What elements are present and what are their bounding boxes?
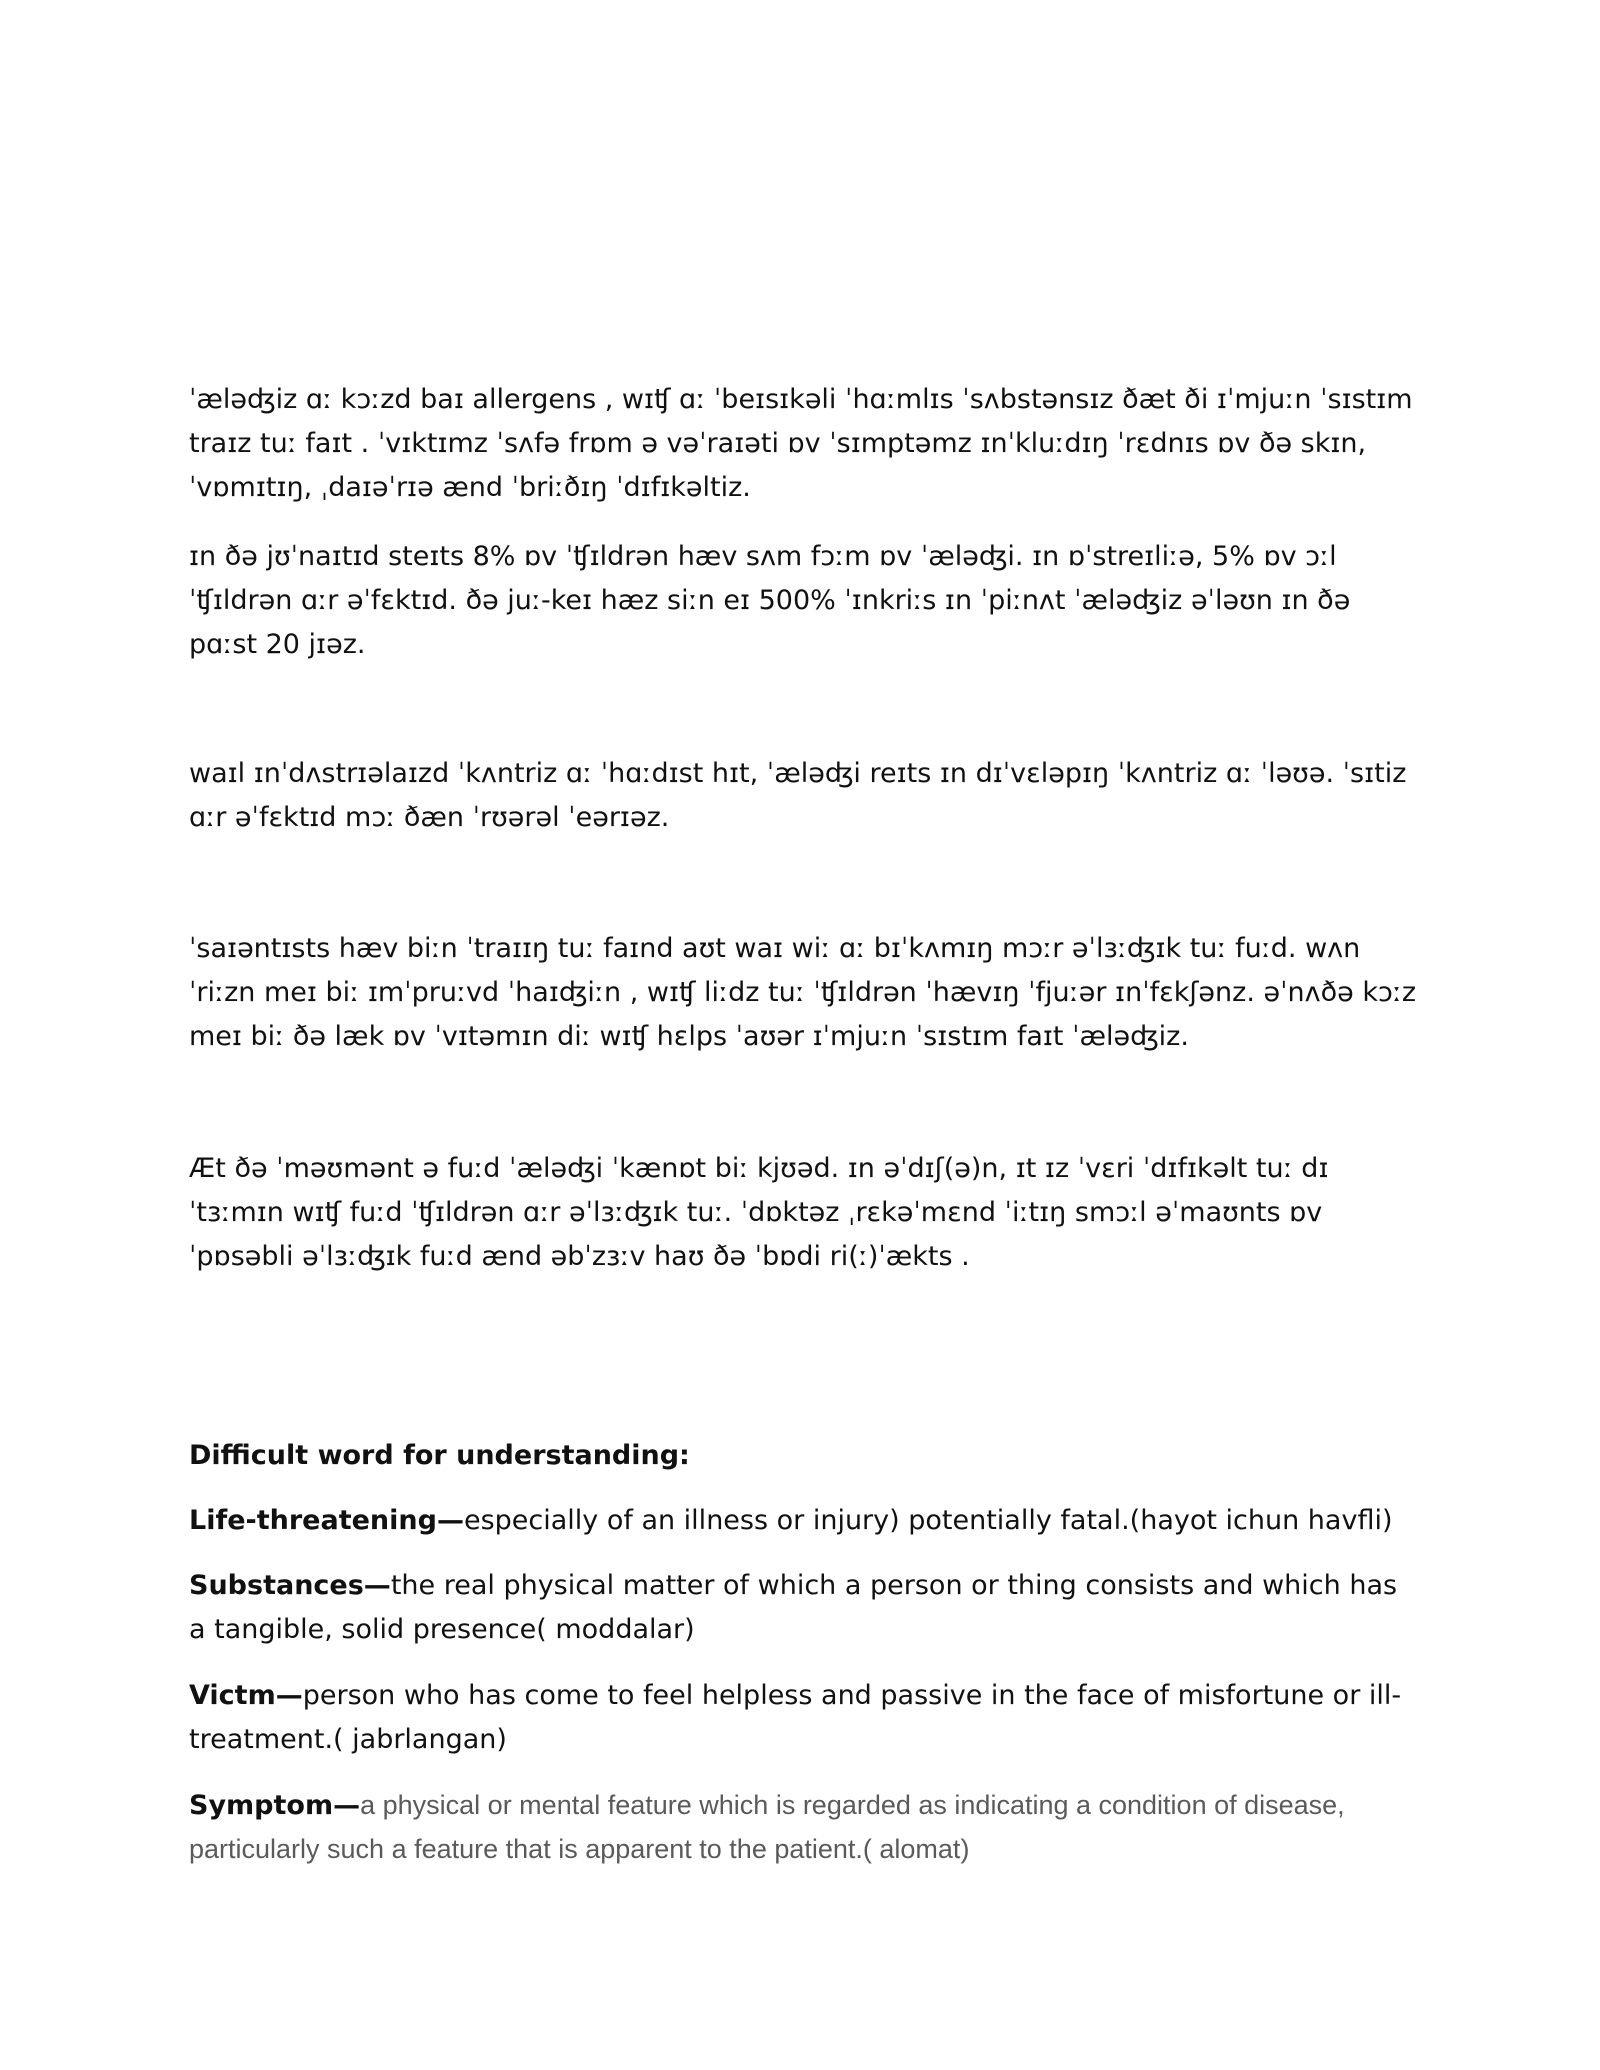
vocab-definition: person who has come to feel helpless and passive in the face of misfortune or ill-treatment.( jabrlangan) — [189, 1680, 1402, 1755]
paragraph-3: waɪl ɪnˈdʌstrɪəlaɪzd ˈkʌntriz ɑː ˈhɑːdɪst hɪt, ˈæləʤi reɪts ɪn dɪˈvɛləpɪŋ ˈkʌntriz ɑː ˈləʊə. ˈsɪtiz ɑːr əˈfɛktɪd mɔː ðæn ˈrʊərəl ˈeərɪəz. — [189, 758, 1407, 833]
vocab-definition: especially of an illness or injury) potentially fatal.(hayot ichun havfli) — [463, 1505, 1393, 1536]
vocab-term: Life-threatening— — [189, 1505, 464, 1536]
paragraph-2: ɪn ðə jʊˈnaɪtɪd steɪts 8% ɒv ˈʧɪldrən hæv sʌm fɔːm ɒv ˈæləʤi. ɪn ɒˈstreɪliːə, 5% ɒv ɔːl ˈʧɪldrən ɑːr əˈfɛktɪd. ðə juː-keɪ hæz siːn eɪ 500% ˈɪnkriːs ɪn ˈpiːnʌt ˈæləʤiz əˈləʊn ɪn ðə pɑːst 20 jɪəz. — [189, 541, 1351, 660]
vocab-item — [189, 1674, 1419, 1762]
vocab-item — [189, 1499, 1419, 1543]
vocab-item — [189, 1784, 1419, 1872]
vocab-heading: Difficult word for understanding: — [189, 1440, 690, 1471]
vocab-term: Symptom— — [189, 1790, 361, 1821]
paragraph-5: Æt ðə ˈməʊmənt ə fuːd ˈæləʤi ˈkænɒt biː kjʊəd. ɪn əˈdɪʃ(ə)n, ɪt ɪz ˈvɛri ˈdɪfɪkəlt tuː dɪˈtɜːmɪn wɪʧ fuːd ˈʧɪldrən ɑːr əˈlɜːʤɪk tuː. ˈdɒktəz ˌrɛkəˈmɛnd ˈiːtɪŋ smɔːl əˈmaʊnts ɒv ˈpɒsəbli əˈlɜːʤɪk fuːd ænd əbˈzɜːv haʊ ðə ˈbɒdi ri(ː)ˈækts . — [189, 1153, 1329, 1272]
vocab-definition: the real physical matter of which a person or thing consists and which has a tangible, solid presence( moddalar) — [189, 1570, 1398, 1645]
paragraph-4: ˈsaɪəntɪsts hæv biːn ˈtraɪɪŋ tuː faɪnd aʊt waɪ wiː ɑː bɪˈkʌmɪŋ mɔːr əˈlɜːʤɪk tuː fuːd. wʌn ˈriːzn meɪ biː ɪmˈpruːvd ˈhaɪʤiːn , wɪʧ liːdz tuː ˈʧɪldrən ˈhævɪŋ ˈfjuːər ɪnˈfɛkʃənz. əˈnʌðə kɔːz meɪ biː ðə læk ɒv ˈvɪtəmɪn diː wɪʧ hɛlps ˈaʊər ɪˈmjuːn ˈsɪstɪm faɪt ˈæləʤiz. — [189, 933, 1417, 1052]
vocab-term: Victm— — [189, 1680, 303, 1711]
vocab-term: Substances— — [189, 1570, 391, 1601]
vocab-definition: a physical or mental feature which is regarded as indicating a condition of disease, particularly such a feature that is apparent to the patient.( alomat) — [189, 1790, 1345, 1864]
paragraph-1: ˈæləʤiz ɑː kɔːzd baɪ allergens , wɪʧ ɑː ˈbeɪsɪkəli ˈhɑːmlɪs ˈsʌbstənsɪz ðæt ði ɪˈmjuːn ˈsɪstɪm traɪz tuː faɪt . ˈvɪktɪmz ˈsʌfə frɒm ə vəˈraɪəti ɒv ˈsɪmptəmz ɪnˈkluːdɪŋ ˈrɛdnɪs ɒv ðə skɪn, ˈvɒmɪtɪŋ, ˌdaɪəˈrɪə ænd ˈbriːðɪŋ ˈdɪfɪkəltiz. — [189, 384, 1413, 503]
vocab-item — [189, 1564, 1419, 1652]
